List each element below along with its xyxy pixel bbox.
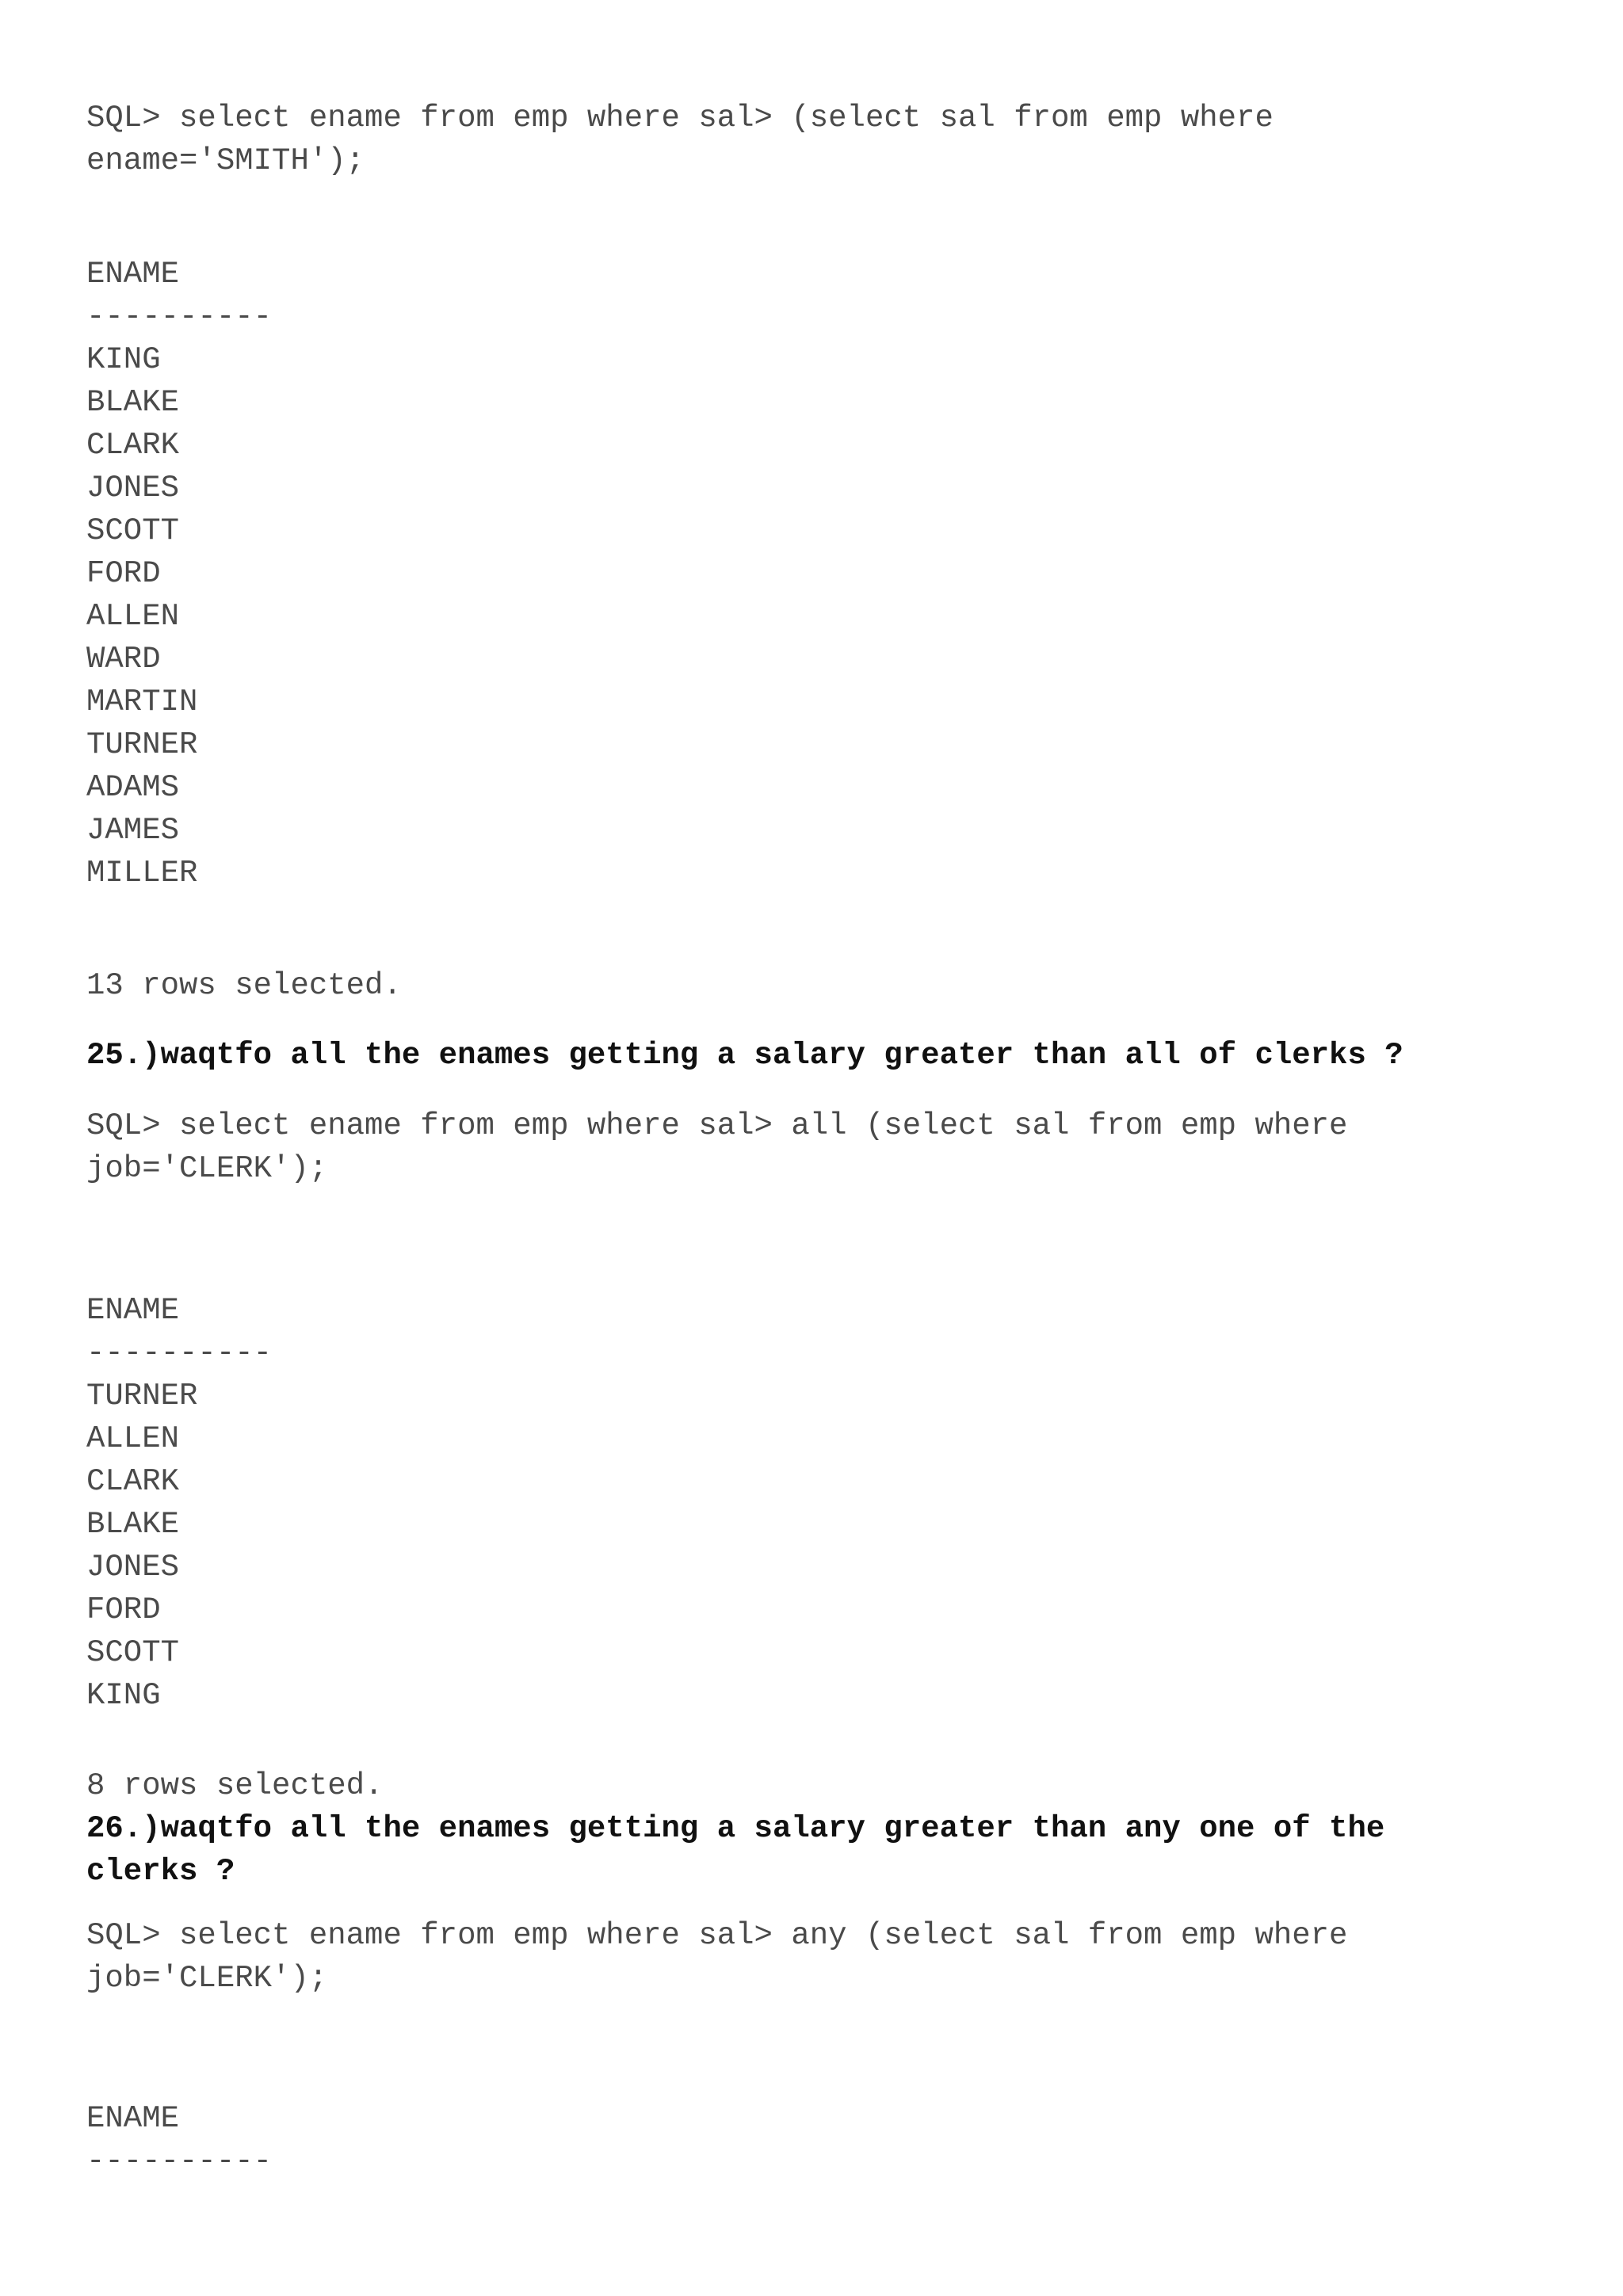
result-table — [86, 1289, 272, 1717]
column-divider: ---------- — [86, 299, 273, 334]
result-row: SCOTT — [86, 1635, 180, 1670]
result-row: FORD — [86, 1592, 161, 1627]
sql-query-line: SQL> select ename from emp where sal> any (select sal from emp where — [86, 1918, 1348, 1953]
result-row: JAMES — [86, 813, 180, 848]
sql-query-line: job='CLERK'); — [86, 1151, 328, 1186]
result-row: KING — [86, 342, 161, 377]
result-row: JONES — [86, 1550, 180, 1585]
sql-query-line: job='CLERK'); — [86, 1961, 328, 1996]
rows-selected-status: 8 rows selected. — [86, 1768, 384, 1803]
question-line: clerks ? — [86, 1854, 235, 1889]
result-row: ADAMS — [86, 770, 180, 805]
result-row: ALLEN — [86, 1421, 180, 1456]
question-line: 26.)waqtfo all the enames getting a salary greater than any one of the — [86, 1811, 1385, 1846]
sql-query-line: SQL> select ename from emp where sal> all (select sal from emp where — [86, 1108, 1348, 1143]
sql-query-line: SQL> select ename from emp where sal> (select sal from emp where — [86, 101, 1274, 135]
result-row: MARTIN — [86, 685, 198, 719]
result-row: WARD — [86, 642, 161, 677]
result-row: KING — [86, 1678, 161, 1713]
result-row: TURNER — [86, 727, 198, 762]
column-header: ENAME — [86, 1293, 180, 1328]
result-table — [86, 253, 272, 894]
rows-selected-status: 13 rows selected. — [86, 968, 402, 1003]
column-divider: ---------- — [86, 1336, 273, 1371]
result-row: FORD — [86, 556, 161, 591]
sql-query — [86, 1914, 1347, 2000]
sql-query-line: ename='SMITH'); — [86, 143, 365, 178]
question-heading — [86, 1807, 1384, 1893]
result-row: SCOTT — [86, 513, 180, 548]
result-row: TURNER — [86, 1379, 198, 1413]
result-row: CLARK — [86, 428, 180, 463]
column-divider: ---------- — [86, 2144, 273, 2179]
result-table — [86, 2097, 272, 2183]
column-header: ENAME — [86, 257, 180, 292]
result-row: ALLEN — [86, 599, 180, 634]
result-row: BLAKE — [86, 1507, 180, 1542]
sql-query — [86, 1104, 1347, 1190]
result-row: JONES — [86, 471, 180, 505]
question-heading: 25.)waqtfo all the enames getting a salary greater than all of clerks ? — [86, 1038, 1403, 1073]
column-header: ENAME — [86, 2101, 180, 2136]
result-row: MILLER — [86, 856, 198, 891]
result-row: BLAKE — [86, 385, 180, 420]
sql-query — [86, 97, 1274, 182]
result-row: CLARK — [86, 1464, 180, 1499]
